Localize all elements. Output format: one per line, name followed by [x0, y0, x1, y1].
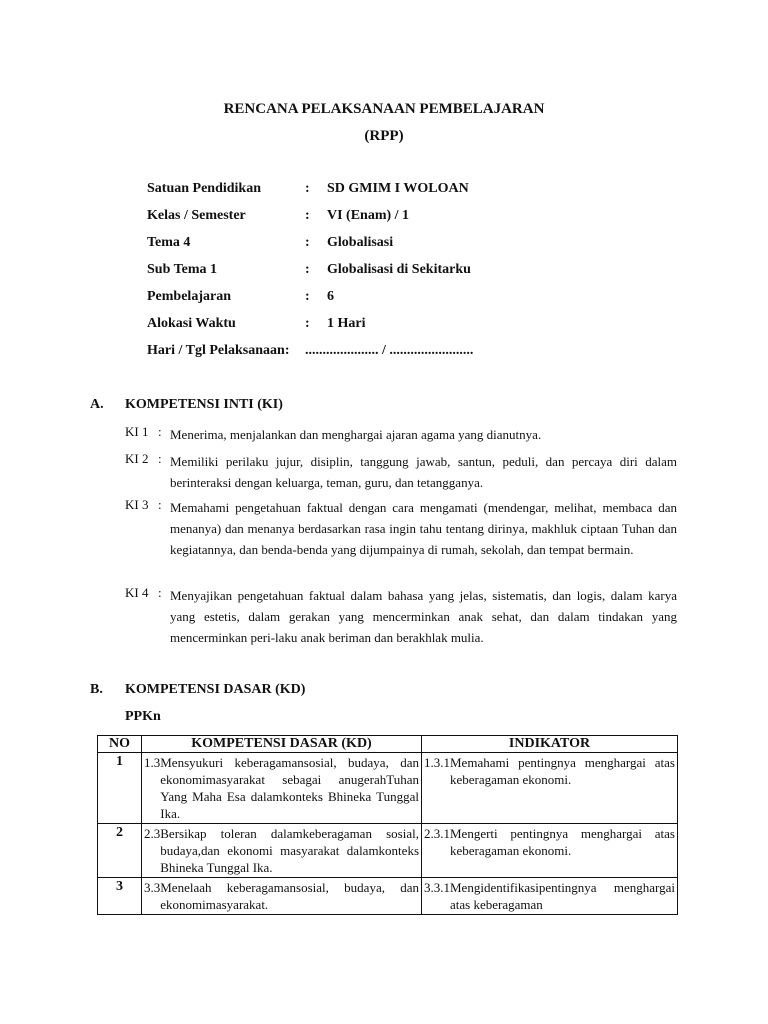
ki-label: KI 1: [125, 424, 149, 439]
ki-text: Memiliki perilaku jujur, disiplin, tanggung jawab, santun, peduli, dan percaya diri dalam berinteraksi dengan keluarga, teman, guru, dan tetangganya.: [170, 454, 677, 490]
header-indikator: INDIKATOR: [422, 736, 678, 753]
indikator-cell: [422, 824, 678, 878]
indikator-cell: [422, 878, 678, 915]
kd-number: 3.3: [144, 880, 161, 895]
row-number: 1: [98, 753, 142, 824]
ki-text: Menerima, menjalankan dan menghargai ajaran agama yang dianutnya.: [170, 427, 542, 442]
ki-separator: :: [158, 451, 162, 466]
identity-value: Globalisasi: [327, 235, 394, 250]
identity-colon: :: [305, 181, 310, 196]
identity-colon: :: [305, 208, 310, 223]
identity-colon: :: [305, 235, 310, 250]
section-b-letter: B.: [90, 682, 103, 697]
identity-label: Pembelajaran: [147, 289, 231, 304]
kd-number: 1.3: [144, 755, 161, 770]
indikator-text: Memahami pentingnya menghargai atas keberagaman ekonomi.: [450, 755, 675, 787]
row-number: 3: [98, 878, 142, 915]
ki-separator: :: [158, 497, 162, 512]
ki-text: Memahami pengetahuan faktual dengan cara mengamati (mendengar, melihat, membaca dan menanya) dan menanya berdasarkan rasa ingin tahu tentang dirinya, makhluk ciptaan Tuhan dan kegiatannya, dan benda-benda yang dijumpainya di rumah, sekolah, dan tempat bermain.: [170, 500, 677, 557]
indikator-text: Mengerti pentingnya menghargai atas keberagaman ekonomi.: [450, 826, 675, 858]
header-kd: KOMPETENSI DASAR (KD): [142, 736, 422, 753]
identity-value: SD GMIM I WOLOAN: [327, 181, 469, 196]
section-a-title: KOMPETENSI INTI (KI): [125, 397, 283, 412]
indikator-number: 2.3.1: [424, 826, 450, 841]
kd-cell: [142, 824, 422, 878]
identity-value: VI (Enam) / 1: [327, 208, 410, 223]
kd-text: Bersikap toleran dalamkeberagaman sosial, budaya,dan ekonomi masyarakat dalamkonteks Bhineka Tunggal Ika.: [160, 826, 419, 875]
indikator-number: 3.3.1: [424, 880, 450, 895]
identity-colon: :: [305, 316, 310, 331]
identity-label: Alokasi Waktu: [147, 316, 236, 331]
kd-number: 2.3: [144, 826, 161, 841]
identity-colon: :: [305, 289, 310, 304]
ki-separator: :: [158, 424, 162, 439]
identity-label: Tema 4: [147, 235, 191, 250]
section-a-letter: A.: [90, 397, 104, 412]
subject-label: PPKn: [125, 709, 161, 724]
kd-cell: [142, 878, 422, 915]
kd-text: Menelaah keberagamansosial, budaya, dan ekonomimasyarakat.: [160, 880, 419, 912]
identity-label: Hari / Tgl Pelaksanaan:: [147, 343, 290, 358]
indikator-text: Mengidentifikasipentingnya menghargai atas keberagaman: [450, 880, 675, 912]
kd-text: Mensyukuri keberagamansosial, budaya, dan ekonomimasyarakat sebagai anugerahTuhan Yang Maha Esa dalamkonteks Bhineka Tunggal Ika.: [160, 755, 419, 821]
row-number: 2: [98, 824, 142, 878]
header-no: NO: [98, 736, 142, 753]
ki-separator: :: [158, 585, 162, 600]
identity-value: Globalisasi di Sekitarku: [327, 262, 471, 277]
kd-table: [97, 735, 678, 915]
identity-label: Sub Tema 1: [147, 262, 218, 277]
identity-label: Satuan Pendidikan: [147, 181, 261, 196]
table-row: [98, 753, 678, 824]
indikator-cell: [422, 753, 678, 824]
section-b-title: KOMPETENSI DASAR (KD): [125, 682, 306, 697]
document-title: RENCANA PELAKSANAAN PEMBELAJARAN: [223, 101, 545, 117]
identity-label: Kelas / Semester: [147, 208, 246, 223]
ki-label: KI 4: [125, 585, 149, 600]
document-subtitle: (RPP): [364, 128, 404, 144]
ki-label: KI 2: [125, 451, 149, 466]
kd-cell: [142, 753, 422, 824]
identity-colon: :: [305, 262, 310, 277]
identity-value: 6: [327, 289, 334, 304]
table-row: [98, 824, 678, 878]
ki-label: KI 3: [125, 497, 149, 512]
indikator-number: 1.3.1: [424, 755, 450, 770]
table-header-row: [98, 736, 678, 753]
ki-text: Menyajikan pengetahuan faktual dalam bahasa yang jelas, sistematis, dan logis, dalam karya yang estetis, dalam gerakan yang mencerminkan anak sehat, dan dalam tindakan yang mencerminkan peri-laku anak beriman dan berakhlak mulia.: [170, 588, 677, 645]
identity-value: ..................... / ........................: [305, 343, 474, 358]
table-row: [98, 878, 678, 915]
identity-value: 1 Hari: [327, 316, 366, 331]
